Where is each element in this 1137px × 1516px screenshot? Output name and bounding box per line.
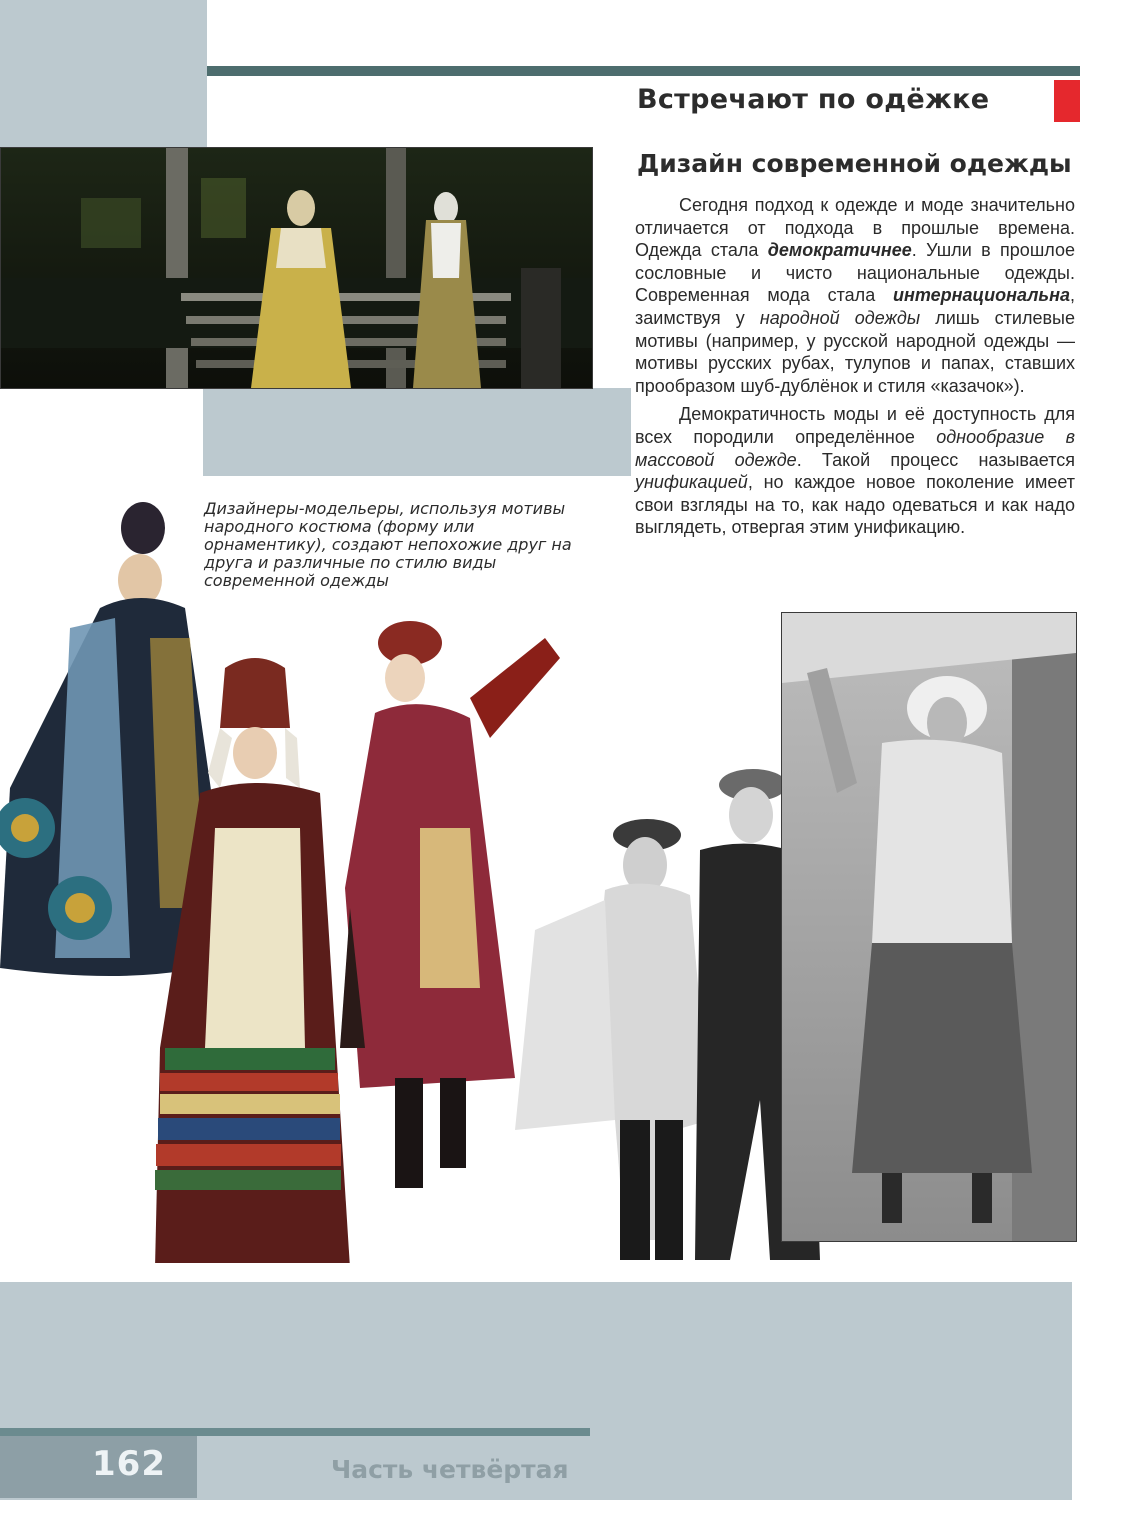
- paragraph-1: Сегодня подход к одежде и моде значительно отличается от подхода в прошлые времена. Одежда стала демократичнее. Ушли в прошлое сословные и чисто национальные одежды. Современная мода стала интернациональна, заимствуя у народной одежды лишь стилевые мотивы (например, у русской народной одежды — мотивы русских рубах, тулупов и папах, ставших прообразом шуб-дублёнок и стиля «казачок»).: [635, 195, 1075, 396]
- page-number: 162: [92, 1444, 166, 1484]
- footer-rule: [0, 1428, 590, 1436]
- term-uniformity: однообразие в массовой одежде: [635, 426, 1075, 470]
- running-title: Встречают по одёжке: [637, 84, 990, 115]
- term-democratic: демократичнее: [767, 240, 912, 261]
- runway-photo: [0, 147, 593, 389]
- term-folk-clothing: народной одежды: [759, 307, 921, 328]
- section-title: Дизайн современной одежды: [637, 149, 1072, 178]
- body-text: [635, 194, 1075, 545]
- top-left-band: [0, 0, 207, 147]
- header-accent-bar: [1054, 80, 1080, 122]
- folk-costumes-photo: [0, 488, 600, 1263]
- figure-caption: Дизайнеры-модельеры, используя мотивы народного костюма (форму или орнаментику), создают непохожие друг на друга и различные по стилю виды современной одежды: [204, 499, 572, 590]
- paragraph-2: Демократичность моды и её доступность для всех породили определённое однообразие в массовой одежде. Такой процесс называется унификацией, но каждое новое поколение имеет свои взгляды на то, как надо одеваться и как надо выглядеть, отвергая этим унификацию.: [635, 404, 1075, 538]
- term-international: интернациональна: [892, 285, 1070, 306]
- middle-band: [203, 388, 631, 476]
- header-rule: [207, 66, 1080, 76]
- headscarf-photo: [781, 612, 1077, 1242]
- term-unification: унификацией: [635, 472, 748, 493]
- part-label: Часть четвёртая: [331, 1455, 569, 1484]
